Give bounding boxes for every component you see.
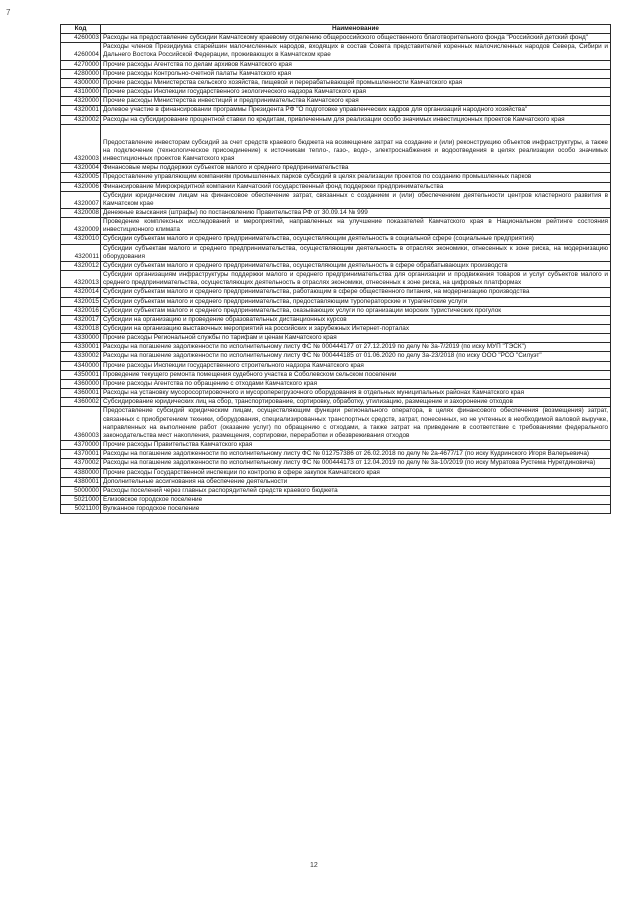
- row-name: Субсидии на организацию выставочных мероприятий на российских и зарубежных Интернет-порталах: [101, 325, 611, 334]
- page-number: 12: [310, 862, 318, 869]
- row-name: Финансовые меры поддержки субъектов малого и среднего предпринимательства: [101, 164, 611, 173]
- table-row: [61, 459, 611, 468]
- row-code: 4320016: [61, 306, 101, 315]
- row-code: 4320001: [61, 106, 101, 115]
- row-name: Субсидии субъектам малого и среднего предпринимательства, осуществляющим деятельность в сфере обрабатывающих производств: [101, 261, 611, 270]
- row-code: 4320015: [61, 297, 101, 306]
- row-code: 4330002: [61, 352, 101, 361]
- row-code: 4340000: [61, 361, 101, 370]
- row-code: 4320013: [61, 271, 101, 288]
- row-code: 4260004: [61, 43, 101, 60]
- table-row: [61, 315, 611, 324]
- row-code: 4320018: [61, 325, 101, 334]
- table-row: [61, 78, 611, 87]
- row-name: Прочие расходы Правительства Камчатского края: [101, 441, 611, 450]
- row-code: 5021000: [61, 495, 101, 504]
- row-name: Расходы на установку мусоросортировочного и мусороперегрузочного оборудования в отдельных муниципальных районах Камчатского края: [101, 389, 611, 398]
- table-row: [61, 505, 611, 514]
- row-code: 4360002: [61, 398, 101, 407]
- row-name: Расходы на погашение задолженности по исполнительному листу ФС № 000444177 от 27.12.2019 по делу № 3а-7/2019 (по иску МУП "ТЭСК"): [101, 343, 611, 352]
- row-name: Прочие расходы Агентства по обращению с отходами Камчатского края: [101, 379, 611, 388]
- table-row: [61, 88, 611, 97]
- row-code: 4380000: [61, 468, 101, 477]
- row-name: Субсидии субъектам малого и среднего предпринимательства, осуществляющим деятельность в социальной сфере (социальные предприятия): [101, 235, 611, 244]
- row-code: 4320011: [61, 244, 101, 261]
- row-code: 4360000: [61, 379, 101, 388]
- table-row: [61, 334, 611, 343]
- row-code: 4320014: [61, 288, 101, 297]
- table-row: [61, 398, 611, 407]
- row-code: 4320009: [61, 218, 101, 235]
- row-name: Субсидии субъектам малого и среднего предпринимательства, работающим в сфере общественного питания, на модернизацию производства: [101, 288, 611, 297]
- table-row: [61, 379, 611, 388]
- row-code: 4300000: [61, 78, 101, 87]
- row-name: Финансирование Микрокредитной компании Камчатский государственный фонд поддержки предпринимательства: [101, 182, 611, 191]
- row-name: Проведение текущего ремонта помещения судебного участка в Соболевском сельском поселении: [101, 370, 611, 379]
- table-row: [61, 69, 611, 78]
- row-name: Прочие расходы Министерства сельского хозяйства, пищевой и перерабатывающей промышленности Камчатского края: [101, 78, 611, 87]
- row-name: Долевое участие в финансировании программы Президента РФ "О подготовке управленческих кадров для организаций народного хозяйства": [101, 106, 611, 115]
- row-name: Предоставление управляющим компаниям промышленных парков субсидий в целях реализации проектов по созданию промышленных парков: [101, 173, 611, 182]
- row-name: Денежные взыскания (штрафы) по постановлению Правительства РФ от 30.09.14 № 999: [101, 208, 611, 217]
- row-name: Прочие расходы Агентства по делам архивов Камчатского края: [101, 60, 611, 69]
- row-code: 4260003: [61, 34, 101, 43]
- row-name: Предоставление субсидий юридическим лицам, осуществляющим функции регионального оператора, в целях финансового обеспечения (возмещения) затрат, связанных с приобретением техники, оборудования, специализированных транспортных средств, затрат, понесенных, но не учтенных в необходимой валовой выручке, направленных на выполнение работ (оказание услуг) по обращению с отходами, а также затрат на приведение в соответствие с требованиями федерального законодательства мест накопления, размещения, сортировки, переработки и обезвреживания отходов: [101, 407, 611, 441]
- row-name: Расходы поселений через главных распорядителей средств краевого бюджета: [101, 486, 611, 495]
- table-row: [61, 325, 611, 334]
- row-name: Елизовское городское поселение: [101, 495, 611, 504]
- table-row: [61, 43, 611, 60]
- row-code: 4360001: [61, 389, 101, 398]
- row-code: 4320005: [61, 173, 101, 182]
- row-name: Расходы на погашение задолженности по исполнительному листу ФС № 000444173 от 12.04.2019 по делу № 3а-10/2019 (по иску Муратова Рустема Нуретдиновича): [101, 459, 611, 468]
- row-code: 4350001: [61, 370, 101, 379]
- table-row: [61, 191, 611, 208]
- row-name: Субсидирование юридических лиц на сбор, транспортирование, сортировку, обработку, утилизацию, размещение и захоронение отходов: [101, 398, 611, 407]
- row-code: 4320000: [61, 97, 101, 106]
- row-code: 4320004: [61, 164, 101, 173]
- row-name: Прочие расходы Государственной инспекции по контролю в сфере закупок Камчатского края: [101, 468, 611, 477]
- row-code: 4280000: [61, 69, 101, 78]
- row-code: 4320010: [61, 235, 101, 244]
- table-header-row: [61, 25, 611, 34]
- table-row: [61, 361, 611, 370]
- table-row: [61, 468, 611, 477]
- row-name: Субсидии на организацию и проведение образовательных дистанционных курсов: [101, 315, 611, 324]
- row-code: 4370000: [61, 441, 101, 450]
- row-name: Прочие расходы Инспекции государственного экологического надзора Камчатского края: [101, 88, 611, 97]
- corner-mark: 7: [6, 8, 11, 17]
- row-code: 5000000: [61, 486, 101, 495]
- row-code: 4320002: [61, 115, 101, 124]
- row-name: Вулканное городское поселение: [101, 505, 611, 514]
- row-name: Прочие расходы Региональной службы по тарифам и ценам Камчатского края: [101, 334, 611, 343]
- table-row: [61, 407, 611, 441]
- row-code: 4320012: [61, 261, 101, 270]
- header-name: Наименование: [101, 25, 611, 34]
- row-name: Субсидии организациям инфраструктуры поддержки малого и среднего предпринимательства для организации и продвижения товаров и услуг субъектов малого и среднего предпринимательства, осуществляющих деятельность в отраслях экономики, отнесенных к зоне риска, на цифровых платформах: [101, 271, 611, 288]
- row-code: 4320007: [61, 191, 101, 208]
- table-row: [61, 441, 611, 450]
- row-code: 4360003: [61, 407, 101, 441]
- row-name: Субсидии юридическим лицам на финансовое обеспечение затрат, связанных с созданием и (или) обеспечением деятельности центров кластерного развития в Камчатском крае: [101, 191, 611, 208]
- row-code: 4370002: [61, 459, 101, 468]
- table-row: [61, 106, 611, 115]
- table-row: [61, 115, 611, 124]
- row-name: Субсидии субъектам малого и среднего предпринимательства, осуществляющим деятельность в отраслях экономики, отнесенных к зоне риска, на модернизацию оборудования: [101, 244, 611, 261]
- row-name: Расходы на субсидирование процентной ставки по кредитам, привлеченным для реализации особо значимых инвестиционных проектов Камчатского края: [101, 115, 611, 124]
- table-row: [61, 495, 611, 504]
- table-row: [61, 218, 611, 235]
- table-row: [61, 486, 611, 495]
- row-name: Проведение комплексных исследований и мероприятий, направленных на улучшение показателей Камчатского края в Национальном рейтинге состояния инвестиционного климата: [101, 218, 611, 235]
- header-code: Код: [61, 25, 101, 34]
- table-body: [61, 34, 611, 514]
- row-name: Прочие расходы Контрольно-счетной палаты Камчатского края: [101, 69, 611, 78]
- table-row: [61, 288, 611, 297]
- table-row: [61, 352, 611, 361]
- row-code: 4310000: [61, 88, 101, 97]
- table-row: [61, 34, 611, 43]
- row-name: Прочие расходы Инспекции государственного строительного надзора Камчатского края: [101, 361, 611, 370]
- table-row: [61, 370, 611, 379]
- row-code: 4320017: [61, 315, 101, 324]
- table-row: [61, 450, 611, 459]
- row-name: Предоставление инвесторам субсидий за счет средств краевого бюджета на возмещение затрат на создание и (или) реконструкцию объектов инфраструктуры, а также на подключение (технологическое присоединение) к источникам тепло-, газо-, водо-, электроснабжения и водоотведения в целях реализации особо значимых инвестиционных проектов Камчатского края: [101, 124, 611, 163]
- table-row: [61, 306, 611, 315]
- budget-codes-table: [60, 24, 611, 514]
- row-name: Дополнительные ассигнования на обеспечение деятельности: [101, 477, 611, 486]
- row-name: Расходы на предоставление субсидии Камчатскому краевому отделению общероссийского общественного благотворительного фонда "Российский детский фонд": [101, 34, 611, 43]
- row-code: 4330001: [61, 343, 101, 352]
- table-row: [61, 343, 611, 352]
- table-row: [61, 60, 611, 69]
- table-row: [61, 244, 611, 261]
- table-row: [61, 182, 611, 191]
- table-row: [61, 297, 611, 306]
- table-row: [61, 261, 611, 270]
- table-row: [61, 208, 611, 217]
- row-code: 4330000: [61, 334, 101, 343]
- table-row: [61, 173, 611, 182]
- table-row: [61, 124, 611, 163]
- row-code: 4270000: [61, 60, 101, 69]
- row-code: 4370001: [61, 450, 101, 459]
- table-row: [61, 164, 611, 173]
- row-code: 4380001: [61, 477, 101, 486]
- table-row: [61, 477, 611, 486]
- row-name: Расходы членов Президиума старейшин малочисленных народов, входящих в состав Совета представителей коренных малочисленных народов Севера, Сибири и Дальнего Востока Российской Федерации, проживающих в Камчатском крае: [101, 43, 611, 60]
- table-row: [61, 389, 611, 398]
- row-name: Прочие расходы Министерства инвестиций и предпринимательства Камчатского края: [101, 97, 611, 106]
- row-name: Субсидии субъектам малого и среднего предпринимательства, оказывающих услуги по организации морских туристических прогулок: [101, 306, 611, 315]
- row-code: 4320008: [61, 208, 101, 217]
- table-row: [61, 271, 611, 288]
- row-name: Расходы на погашение задолженности по исполнительному листу ФС № 000444185 от 01.06.2020 по делу 3а-23/2018 (по иску ООО "РСО "Силуэт": [101, 352, 611, 361]
- row-code: 4320006: [61, 182, 101, 191]
- row-code: 4320003: [61, 124, 101, 163]
- row-code: 5021100: [61, 505, 101, 514]
- row-name: Субсидии субъектам малого и среднего предпринимательства, предоставляющим туроператорские и турагентские услуги: [101, 297, 611, 306]
- table-row: [61, 235, 611, 244]
- row-name: Расходы на погашение задолженности по исполнительному листу ФС № 012757386 от 26.02.2018 по делу № 2а-4677/17 (по иску Кудринского Игоря Валерьевича): [101, 450, 611, 459]
- table-row: [61, 97, 611, 106]
